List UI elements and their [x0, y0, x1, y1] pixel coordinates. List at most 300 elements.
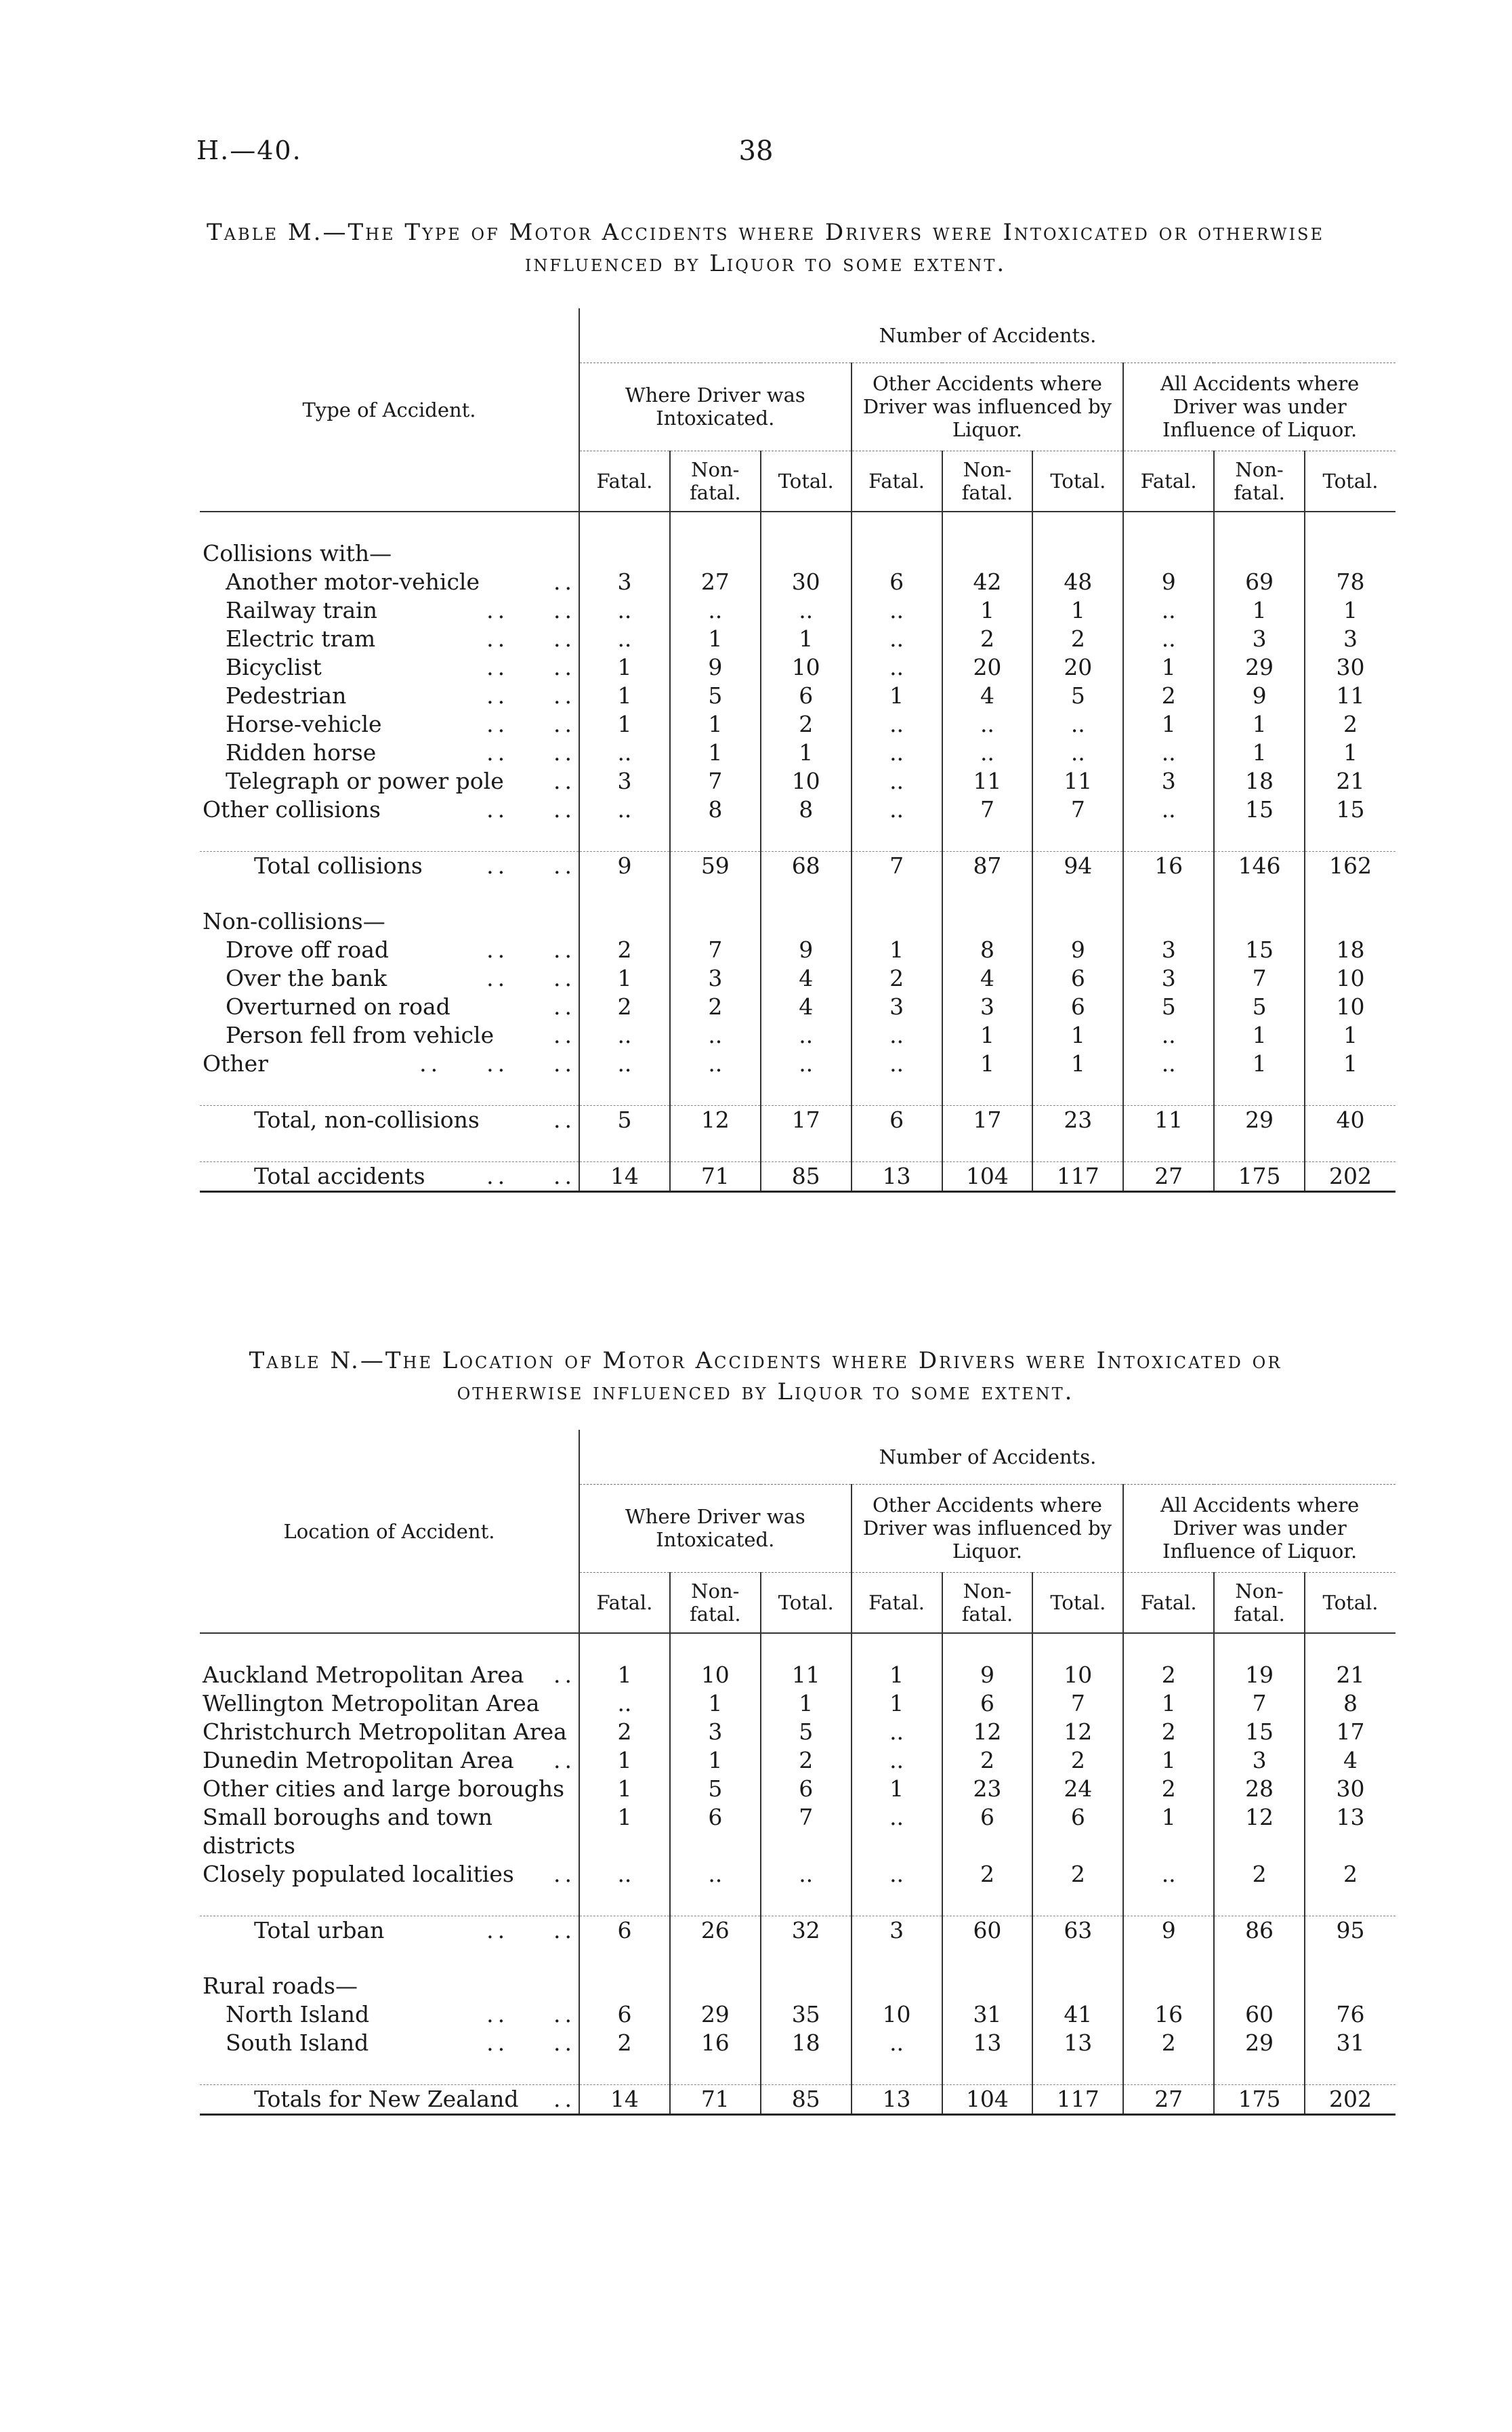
cell: 3: [1123, 767, 1214, 796]
cell: 1: [1305, 739, 1395, 767]
total-row: Total, non-collisions .. 5 12 17 6 17 23 11 29 40: [200, 1106, 1395, 1135]
cell: 6: [942, 1689, 1033, 1718]
cell: 2: [1123, 682, 1214, 710]
cell: 1: [1123, 1803, 1214, 1860]
cell: ..: [1032, 710, 1123, 739]
subheader: Fatal.: [852, 451, 942, 512]
cell: 4: [1305, 1746, 1395, 1775]
cell: 14: [579, 1162, 670, 1192]
cell: 1: [852, 1775, 942, 1803]
table-m-caption-line2: influenced by Liquor to some extent.: [524, 250, 1007, 277]
row-label: Person fell from vehicle: [226, 1022, 495, 1048]
group-header-intoxicated: Where Driver was Intoxicated.: [579, 1484, 852, 1572]
cell: 27: [1123, 2085, 1214, 2115]
cell: 9: [579, 852, 670, 881]
cell: 3: [942, 993, 1033, 1021]
cell: 17: [761, 1106, 852, 1135]
cell: ..: [579, 1050, 670, 1078]
cell: 87: [942, 852, 1033, 881]
cell: ..: [761, 596, 852, 625]
cell: 12: [1032, 1718, 1123, 1746]
cell: 69: [1214, 568, 1305, 596]
cell: 76: [1305, 2000, 1395, 2029]
cell: 202: [1305, 2085, 1395, 2115]
cell: 1: [1123, 1689, 1214, 1718]
cell: 1: [1032, 596, 1123, 625]
cell: 6: [1032, 1803, 1123, 1860]
cell: 2: [852, 964, 942, 993]
cell: 29: [1214, 2029, 1305, 2057]
cell: 162: [1305, 852, 1395, 881]
subheader: Fatal.: [579, 451, 670, 512]
row-label: Small boroughs and town districts: [203, 1804, 493, 1859]
cell: 9: [1123, 1916, 1214, 1945]
cell: ..: [670, 596, 761, 625]
cell: 2: [670, 993, 761, 1021]
cell: ..: [1032, 739, 1123, 767]
cell: 2: [1032, 625, 1123, 653]
cell: 117: [1032, 2085, 1123, 2115]
subheader: Total.: [1032, 451, 1123, 512]
cell: 10: [761, 653, 852, 682]
total-row: Total accidents .. .. 14 71 85 13 104 117 27 175 202: [200, 1162, 1395, 1192]
table-row: [200, 1718, 1395, 1746]
subheader: Total.: [761, 451, 852, 512]
cell: 23: [942, 1775, 1033, 1803]
row-label: North Island: [226, 2001, 370, 2027]
cell: 1: [942, 1021, 1033, 1050]
cell: ..: [852, 625, 942, 653]
subheader: Total.: [1032, 1572, 1123, 1633]
cell: 94: [1032, 852, 1123, 881]
subheader: Non-fatal.: [1214, 451, 1305, 512]
cell: 8: [670, 796, 761, 824]
cell: ..: [761, 1021, 852, 1050]
cell: 12: [1214, 1803, 1305, 1860]
cell: 7: [942, 796, 1033, 824]
cell: 85: [761, 1162, 852, 1192]
row-label: Horse-vehicle: [226, 711, 382, 737]
cell: 21: [1305, 1661, 1395, 1689]
cell: 16: [670, 2029, 761, 2057]
cell: 12: [942, 1718, 1033, 1746]
cell: 11: [1123, 1106, 1214, 1135]
cell: 10: [1032, 1661, 1123, 1689]
cell: ..: [1123, 1021, 1214, 1050]
row-label: Telegraph or power pole: [226, 768, 504, 794]
cell: 7: [761, 1803, 852, 1860]
subheader: Total.: [761, 1572, 852, 1633]
cell: 19: [1214, 1661, 1305, 1689]
cell: 3: [1123, 936, 1214, 964]
cell: 48: [1032, 568, 1123, 596]
cell: 13: [852, 2085, 942, 2115]
cell: 175: [1214, 2085, 1305, 2115]
cell: 1: [579, 1803, 670, 1860]
cell: ..: [1123, 1050, 1214, 1078]
cell: 2: [942, 1860, 1033, 1889]
cell: 1: [1123, 653, 1214, 682]
table-row: Auckland Metropolitan Area .. 1 10 11 1 9 10 2 19 21: [200, 1661, 1395, 1689]
cell: 11: [1032, 767, 1123, 796]
subheader: Total.: [1305, 451, 1395, 512]
row-label: Closely populated localities: [203, 1861, 514, 1887]
cell: 9: [942, 1661, 1033, 1689]
cell: 2: [1032, 1860, 1123, 1889]
cell: 1: [670, 1689, 761, 1718]
cell: 6: [852, 568, 942, 596]
group-header-influenced: Other Accidents where Driver was influenced by Liquor.: [852, 1484, 1124, 1572]
cell: 117: [1032, 1162, 1123, 1192]
cell: ..: [942, 739, 1033, 767]
cell: 5: [579, 1106, 670, 1135]
table-row: Closely populated localities .. .. .. .. .. 2 2 .. 2 2: [200, 1860, 1395, 1889]
table-row: Pedestrian .. .. 1 5 6 1 4 5 2 9 11: [200, 682, 1395, 710]
cell: 29: [670, 2000, 761, 2029]
cell: 86: [1214, 1916, 1305, 1945]
row-label: Auckland Metropolitan Area: [203, 1662, 524, 1688]
cell: 9: [1123, 568, 1214, 596]
section-title: Non-collisions—: [203, 908, 385, 934]
cell: 35: [761, 2000, 852, 2029]
cell: 2: [942, 1746, 1033, 1775]
cell: 202: [1305, 1162, 1395, 1192]
stub-header: Location of Accident.: [200, 1430, 579, 1633]
cell: 1: [1214, 596, 1305, 625]
cell: ..: [761, 1050, 852, 1078]
cell: 7: [1032, 796, 1123, 824]
cell: ..: [670, 1050, 761, 1078]
cell: 2: [579, 2029, 670, 2057]
row-label: Total, non-collisions: [254, 1107, 480, 1133]
cell: 13: [942, 2029, 1033, 2057]
cell: 8: [942, 936, 1033, 964]
cell: 42: [942, 568, 1033, 596]
cell: 30: [1305, 653, 1395, 682]
cell: 6: [852, 1106, 942, 1135]
cell: 2: [579, 936, 670, 964]
table-row: North Island .. .. 6 29 35 10 31 41 16 60 76: [200, 2000, 1395, 2029]
cell: ..: [579, 596, 670, 625]
row-label: Over the bank: [226, 965, 387, 991]
cell: 40: [1305, 1106, 1395, 1135]
table-row: South Island .. .. 2 16 18 .. 13 13 2 29 31: [200, 2029, 1395, 2057]
cell: 15: [1305, 796, 1395, 824]
cell: 4: [761, 993, 852, 1021]
subheader: Non-fatal.: [1214, 1572, 1305, 1633]
cell: 12: [670, 1106, 761, 1135]
cell: 1: [942, 596, 1033, 625]
cell: 146: [1214, 852, 1305, 881]
table-m-caption-line1: Table M.—The Type of Motor Accidents where Drivers were Intoxicated or otherwise: [206, 219, 1325, 246]
table-row: Another motor-vehicle .. 3 27 30 6 42 48 9 69 78: [200, 568, 1395, 596]
cell: 1: [579, 964, 670, 993]
table-row: [200, 1689, 1395, 1718]
cell: 6: [942, 1803, 1033, 1860]
table-n: [200, 1430, 1395, 2116]
row-label: Pedestrian: [226, 682, 347, 709]
total-row: Total collisions .. .. 9 59 68 7 87 94 16 146 162: [200, 852, 1395, 881]
cell: 7: [670, 936, 761, 964]
cell: 18: [1305, 936, 1395, 964]
cell: 1: [670, 739, 761, 767]
cell: 15: [1214, 1718, 1305, 1746]
row-label: Another motor-vehicle: [226, 569, 480, 595]
cell: 17: [942, 1106, 1033, 1135]
cell: 3: [852, 1916, 942, 1945]
cell: 5: [670, 682, 761, 710]
cell: 17: [1305, 1718, 1395, 1746]
cell: 2: [942, 625, 1033, 653]
cell: 1: [1032, 1050, 1123, 1078]
section-title: Collisions with—: [203, 540, 392, 566]
cell: 9: [1032, 936, 1123, 964]
cell: 60: [942, 1916, 1033, 1945]
cell: 2: [1032, 1746, 1123, 1775]
cell: 175: [1214, 1162, 1305, 1192]
cell: 71: [670, 2085, 761, 2115]
cell: ..: [852, 596, 942, 625]
cell: 6: [1032, 993, 1123, 1021]
cell: 1: [942, 1050, 1033, 1078]
cell: 10: [852, 2000, 942, 2029]
row-label: Railway train: [226, 597, 377, 623]
cell: 5: [670, 1775, 761, 1803]
row-label: Other collisions: [203, 796, 381, 823]
cell: 24: [1032, 1775, 1123, 1803]
cell: 2: [1123, 1661, 1214, 1689]
cell: 3: [670, 1718, 761, 1746]
cell: 1: [761, 625, 852, 653]
cell: ..: [852, 796, 942, 824]
cell: 1: [1123, 710, 1214, 739]
cell: 13: [1305, 1803, 1395, 1860]
cell: 16: [1123, 2000, 1214, 2029]
subheader: Non-fatal.: [942, 1572, 1033, 1633]
cell: 1: [852, 1661, 942, 1689]
cell: 1: [852, 936, 942, 964]
cell: 2: [1305, 710, 1395, 739]
cell: 3: [1123, 964, 1214, 993]
cell: 4: [942, 964, 1033, 993]
subheader: Fatal.: [1123, 1572, 1214, 1633]
table-row: Electric tram .. .. .. 1 1 .. 2 2 .. 3 3: [200, 625, 1395, 653]
row-label: South Island: [226, 2029, 369, 2056]
cell: 78: [1305, 568, 1395, 596]
table-row: Overturned on road .. 2 2 4 3 3 6 5 5 10: [200, 993, 1395, 1021]
row-label: Drove off road: [226, 936, 390, 963]
cell: 41: [1032, 2000, 1123, 2029]
cell: 18: [1214, 767, 1305, 796]
cell: ..: [579, 1689, 670, 1718]
cell: 59: [670, 852, 761, 881]
cell: 27: [670, 568, 761, 596]
cell: 6: [670, 1803, 761, 1860]
cell: 9: [1214, 682, 1305, 710]
cell: 2: [761, 710, 852, 739]
cell: 7: [1214, 964, 1305, 993]
cell: ..: [670, 1021, 761, 1050]
cell: 4: [761, 964, 852, 993]
cell: ..: [579, 625, 670, 653]
cell: 6: [761, 682, 852, 710]
cell: ..: [670, 1860, 761, 1889]
cell: 20: [942, 653, 1033, 682]
row-label: Christchurch Metropolitan Area: [203, 1718, 567, 1745]
cell: 68: [761, 852, 852, 881]
cell: 5: [761, 1718, 852, 1746]
cell: 6: [579, 1916, 670, 1945]
cell: 1: [670, 625, 761, 653]
cell: 7: [852, 852, 942, 881]
row-label: Ridden horse: [226, 739, 377, 766]
cell: ..: [852, 1718, 942, 1746]
cell: 13: [1032, 2029, 1123, 2057]
cell: 3: [1214, 1746, 1305, 1775]
stub-header: Type of Accident.: [200, 308, 579, 512]
cell: 10: [670, 1661, 761, 1689]
table-row: Over the bank .. .. 1 3 4 2 4 6 3 7 10: [200, 964, 1395, 993]
page-number: 38: [738, 136, 774, 167]
cell: 29: [1214, 1106, 1305, 1135]
cell: 2: [579, 1718, 670, 1746]
cell: 10: [761, 767, 852, 796]
cell: 2: [1123, 1775, 1214, 1803]
cell: 104: [942, 2085, 1033, 2115]
cell: ..: [852, 710, 942, 739]
cell: 71: [670, 1162, 761, 1192]
cell: 95: [1305, 1916, 1395, 1945]
row-label: Electric tram: [226, 625, 376, 652]
table-row: Telegraph or power pole .. 3 7 10 .. 11 11 3 18 21: [200, 767, 1395, 796]
cell: 1: [579, 682, 670, 710]
cell: 2: [579, 993, 670, 1021]
cell: 3: [670, 964, 761, 993]
cell: ..: [1123, 739, 1214, 767]
cell: 15: [1214, 936, 1305, 964]
table-row: Horse-vehicle .. .. 1 1 2 .. .. .. 1 1 2: [200, 710, 1395, 739]
subheader: Non-fatal.: [942, 451, 1033, 512]
section-title-row: [200, 1972, 1395, 2000]
subheader: Non-fatal.: [670, 451, 761, 512]
cell: ..: [852, 1050, 942, 1078]
table-m-caption: [203, 217, 1328, 279]
cell: ..: [852, 1746, 942, 1775]
table-row: Other .. .. .. .. .. .. .. 1 1 .. 1 1: [200, 1050, 1395, 1078]
cell: 2: [761, 1746, 852, 1775]
cell: 6: [1032, 964, 1123, 993]
table-row: Other collisions .. .. .. 8 8 .. 7 7 .. 15 15: [200, 796, 1395, 824]
cell: 10: [1305, 964, 1395, 993]
total-row: Totals for New Zealand .. 14 71 85 13 104 117 27 175 202: [200, 2085, 1395, 2115]
cell: 16: [1123, 852, 1214, 881]
cell: 7: [1032, 1689, 1123, 1718]
number-header: Number of Accidents.: [579, 308, 1395, 363]
row-label: Bicyclist: [226, 654, 322, 680]
table-row: [200, 1775, 1395, 1803]
table-row: Railway train .. .. .. .. .. .. 1 1 .. 1 1: [200, 596, 1395, 625]
group-header-all: All Accidents where Driver was under Influence of Liquor.: [1123, 363, 1395, 451]
cell: 7: [1214, 1689, 1305, 1718]
row-label: Overturned on road: [226, 993, 450, 1020]
cell: 1: [1214, 739, 1305, 767]
cell: 1: [761, 739, 852, 767]
cell: ..: [761, 1860, 852, 1889]
cell: 5: [1123, 993, 1214, 1021]
cell: ..: [852, 653, 942, 682]
cell: 1: [1305, 1050, 1395, 1078]
cell: ..: [1123, 596, 1214, 625]
table-row: Dunedin Metropolitan Area .. 1 1 2 .. 2 2 1 3 4: [200, 1746, 1395, 1775]
cell: 2: [1123, 2029, 1214, 2057]
cell: ..: [1123, 1860, 1214, 1889]
group-header-influenced: Other Accidents where Driver was influenced by Liquor.: [852, 363, 1124, 451]
subheader: Non-fatal.: [670, 1572, 761, 1633]
cell: ..: [942, 710, 1033, 739]
cell: 11: [1305, 682, 1395, 710]
cell: ..: [579, 796, 670, 824]
cell: 7: [670, 767, 761, 796]
cell: 23: [1032, 1106, 1123, 1135]
cell: 1: [1032, 1021, 1123, 1050]
row-label: Total accidents: [254, 1163, 425, 1189]
cell: 1: [1214, 1021, 1305, 1050]
cell: 15: [1214, 796, 1305, 824]
cell: 60: [1214, 2000, 1305, 2029]
section-title-row: [200, 907, 1395, 936]
cell: 30: [761, 568, 852, 596]
cell: ..: [852, 1860, 942, 1889]
cell: 1: [1305, 596, 1395, 625]
cell: 1: [670, 1746, 761, 1775]
cell: ..: [579, 1860, 670, 1889]
group-header-all: All Accidents where Driver was under Influence of Liquor.: [1123, 1484, 1395, 1572]
cell: ..: [852, 2029, 942, 2057]
cell: 4: [942, 682, 1033, 710]
group-header-intoxicated: Where Driver was Intoxicated.: [579, 363, 852, 451]
subheader: Fatal.: [579, 1572, 670, 1633]
row-label: Wellington Metropolitan Area: [203, 1690, 540, 1716]
cell: 26: [670, 1916, 761, 1945]
subheader: Total.: [1305, 1572, 1395, 1633]
cell: 1: [852, 1689, 942, 1718]
cell: 3: [579, 568, 670, 596]
cell: 3: [1214, 625, 1305, 653]
cell: ..: [1123, 625, 1214, 653]
cell: 30: [1305, 1775, 1395, 1803]
cell: 3: [1305, 625, 1395, 653]
cell: 28: [1214, 1775, 1305, 1803]
cell: ..: [579, 1021, 670, 1050]
cell: 2: [1123, 1718, 1214, 1746]
cell: 8: [1305, 1689, 1395, 1718]
row-label: Total collisions: [254, 852, 423, 879]
cell: 11: [761, 1661, 852, 1689]
cell: 3: [579, 767, 670, 796]
number-header: Number of Accidents.: [579, 1430, 1395, 1484]
cell: 1: [1214, 1050, 1305, 1078]
cell: 6: [761, 1775, 852, 1803]
table-row: Bicyclist .. .. 1 9 10 .. 20 20 1 29 30: [200, 653, 1395, 682]
table-n-caption-line1: Table N.—The Location of Motor Accidents where Drivers were Intoxicated or: [249, 1347, 1282, 1374]
row-label: Total urban: [254, 1917, 385, 1943]
cell: 2: [1214, 1860, 1305, 1889]
cell: 1: [670, 710, 761, 739]
cell: 1: [761, 1689, 852, 1718]
row-label: Other cities and large boroughs: [203, 1775, 565, 1802]
cell: ..: [1123, 796, 1214, 824]
cell: ..: [852, 739, 942, 767]
